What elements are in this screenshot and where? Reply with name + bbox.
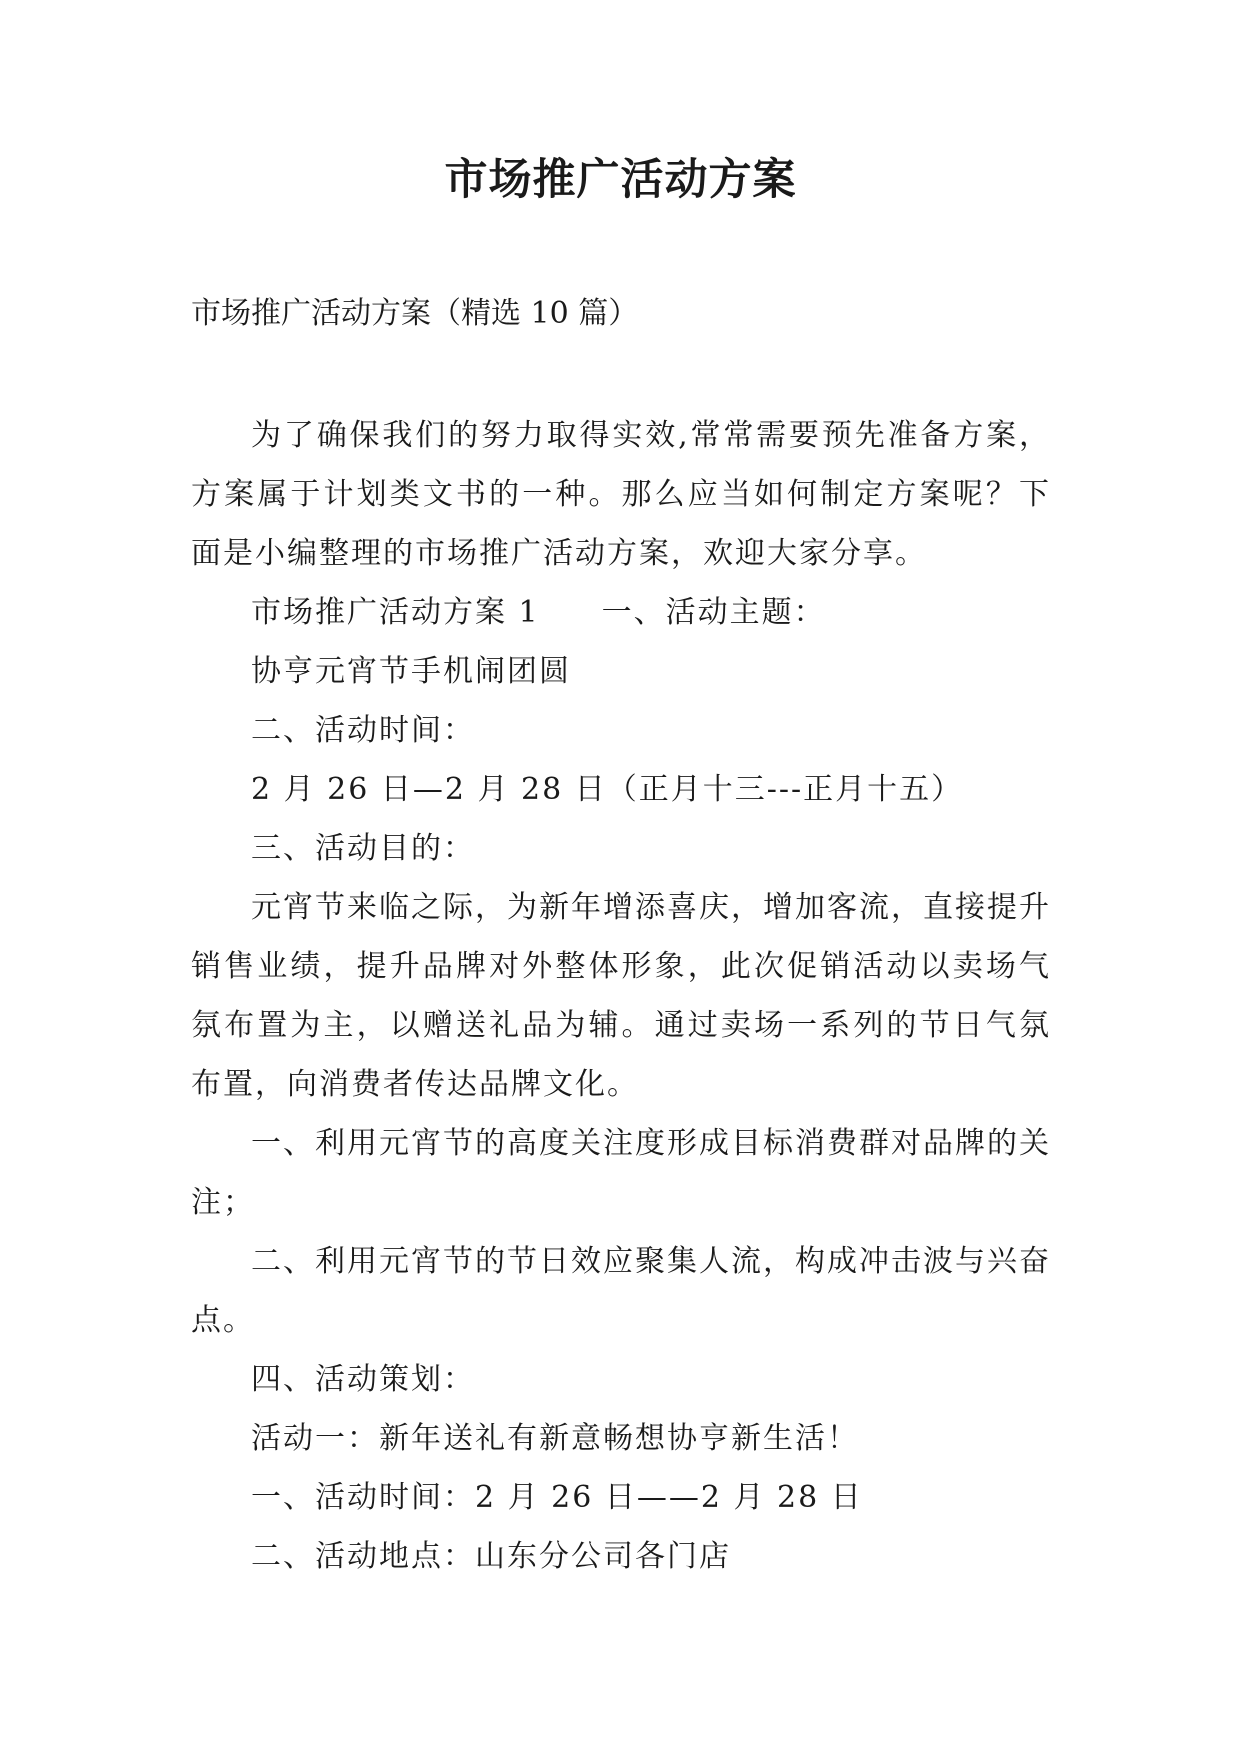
time-text: 2 月 26 日—2 月 28 日（正月十三---正月十五） [251,772,964,807]
theme-heading: 一、活动主题： [601,595,826,630]
document-title: 市场推广活动方案 [444,155,797,205]
activity-1-time: 一、活动时间：2 月 26 日——2 月 28 日 [251,1480,863,1515]
planning-heading: 四、活动策划： [251,1362,475,1397]
section-heading-row [191,583,1051,642]
time-heading: 二、活动时间： [251,713,475,748]
purpose-point-1: 一、利用元宵节的高度关注度形成目标消费群对品牌的关注； [191,1126,1051,1220]
purpose-point-2: 二、利用元宵节的节日效应聚集人流，构成冲击波与兴奋点。 [191,1244,1051,1338]
purpose-paragraph: 元宵节来临之际，为新年增添喜庆，增加客流，直接提升销售业绩，提升品牌对外整体形象，此次促销活动以卖场气氛布置为主，以赠送礼品为辅。通过卖场一系列的节日气氛布置，向消费者传达品牌文化。 [191,890,1051,1102]
activity-1-title: 活动一：新年送礼有新意畅想协亨新生活！ [251,1421,859,1456]
purpose-heading: 三、活动目的： [251,831,475,866]
intro-paragraph: 为了确保我们的努力取得实效,常常需要预先准备方案，方案属于计划类文书的一种。那么应当如何制定方案呢？下面是小编整理的市场推广活动方案，欢迎大家分享。 [191,418,1051,571]
document-subtitle: 市场推广活动方案（精选 10 篇） [191,296,639,331]
theme-text: 协亨元宵节手机闹团圆 [251,654,571,689]
section-title: 市场推广活动方案 1 [251,595,540,630]
document-body [191,406,1051,1586]
activity-1-place: 二、活动地点：山东分公司各门店 [251,1539,731,1574]
